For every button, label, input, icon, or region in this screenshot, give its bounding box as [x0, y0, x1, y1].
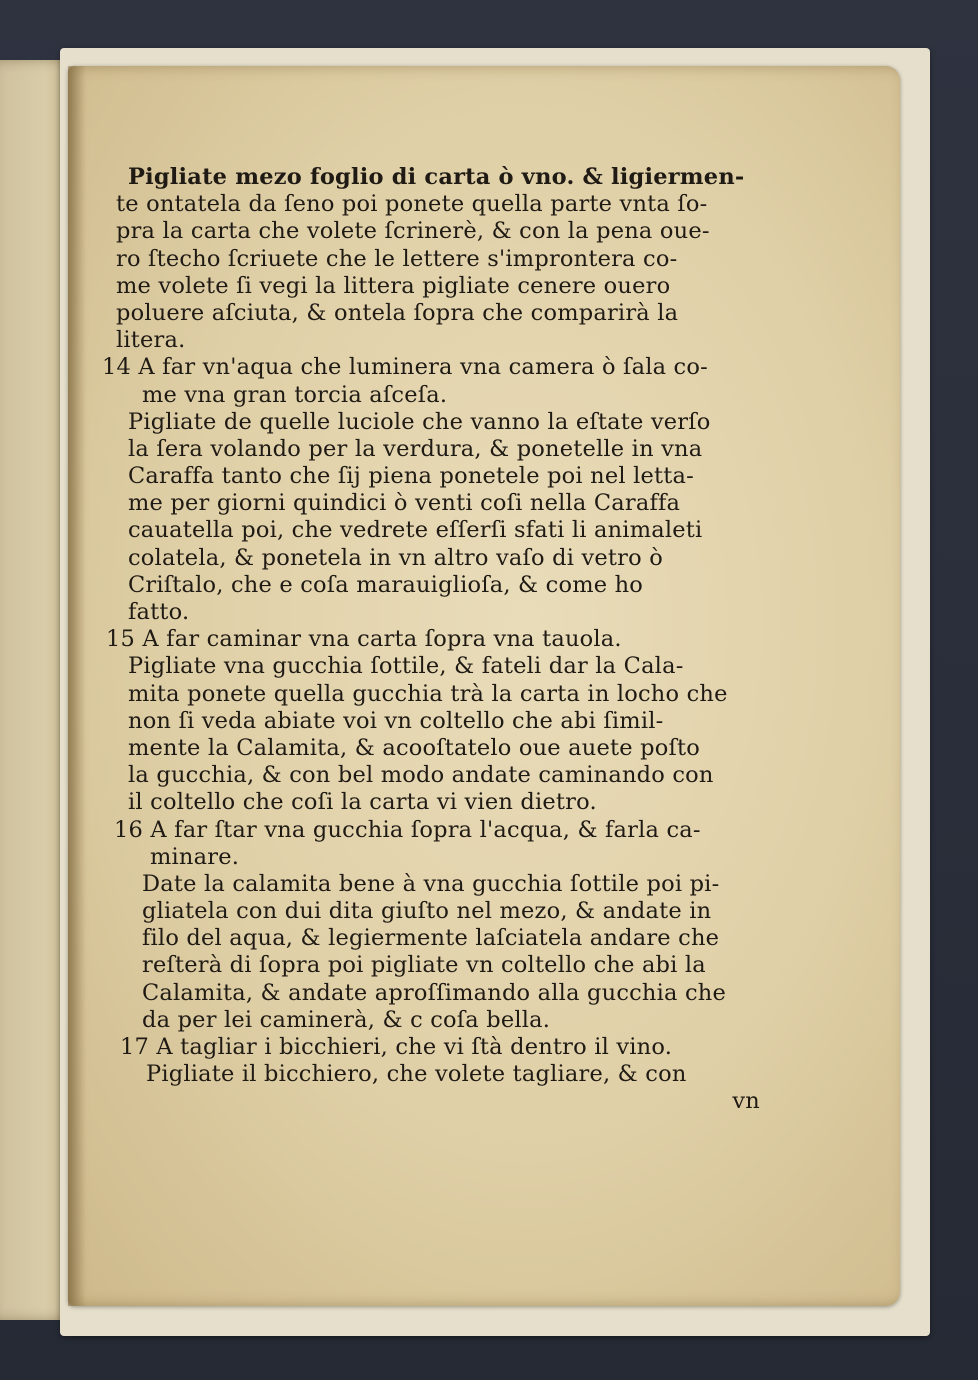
text-line: pra la carta che volete ſcrinerè, & con la pena oue- — [116, 218, 710, 245]
section-heading-16: 16 A far ſtar vna gucchia ſopra l'acqua, & farla ca- — [114, 816, 701, 843]
text-line: gliatela con dui dita giuſto nel mezo, & andate in — [142, 898, 712, 925]
text-line: Criſtalo, che e coſa marauiglioſa, & come ho — [128, 571, 644, 598]
text-line: non ſi veda abiate voi vn coltello che abi ſimil- — [128, 707, 664, 734]
text-line: Pigliate mezo foglio di carta ò vno. & ligiermen- — [128, 164, 745, 190]
text-line: minare. — [150, 843, 240, 870]
text-line: Calamita, & andate aproſſimando alla gucchia che — [142, 979, 726, 1006]
text-line: Pigliate de quelle luciole che vanno la eſtate verſo — [128, 408, 711, 435]
text-line: mente la Calamita, & acooſtatelo oue auete poſto — [128, 734, 700, 761]
text-line: filo del aqua, & legiermente laſciatela andare che — [142, 925, 720, 952]
spine-shadow — [68, 66, 86, 1306]
text-line: la gucchia, & con bel modo andate caminando con — [128, 762, 714, 789]
text-line: Pigliate vna gucchia ſottile, & fateli dar la Cala- — [128, 653, 684, 680]
text-line: il coltello che coſi la carta vi vien dietro. — [128, 789, 597, 816]
text-line: cauatella poi, che vedrete eſſerſi sfati li animaleti — [128, 517, 703, 544]
section-heading-14: 14 A far vn'aqua che luminera vna camera ò ſala co- — [102, 354, 708, 381]
page-text — [102, 164, 776, 1116]
section-heading-17: 17 A tagliar i bicchieri, che vi ſtà dentro il vino. — [120, 1034, 673, 1060]
text-line: litera. — [116, 327, 186, 354]
text-line: me vna gran torcia aſceſa. — [142, 381, 448, 408]
text-line: colatela, & ponetela in vn altro vaſo di vetro ò — [128, 544, 663, 571]
text-line: reſterà di ſopra poi pigliate vn coltello che abi la — [142, 952, 706, 979]
text-line: te ontatela da ſeno poi ponete quella parte vnta ſo- — [116, 191, 708, 218]
text-line: mita ponete quella gucchia trà la carta in locho che — [128, 680, 728, 707]
text-line: la ſera volando per la verdura, & ponetelle in vna — [128, 435, 703, 462]
text-line: ro ſtecho ſcriuete che le lettere s'improntera co- — [116, 245, 678, 272]
text-line: Caraffa tanto che ſij piena ponetele poi nel letta- — [128, 463, 694, 490]
text-line: Date la calamita bene à vna gucchia ſottile poi pi- — [142, 870, 720, 897]
catchword: vn — [732, 1088, 760, 1115]
text-line: fatto. — [128, 599, 190, 625]
text-line: poluere aſciuta, & ontela ſopra che comparirà la — [116, 299, 679, 326]
text-line: me per giorni quindici ò venti coſi nella Caraffa — [128, 490, 681, 517]
section-heading-15: 15 A far caminar vna carta ſopra vna tauola. — [106, 626, 622, 653]
text-line: Pigliate il bicchiero, che volete tagliare, & con — [146, 1061, 687, 1088]
text-line: da per lei caminerà, & c coſa bella. — [142, 1006, 551, 1033]
text-line: me volete ſi vegi la littera pigliate cenere ouero — [116, 272, 671, 299]
